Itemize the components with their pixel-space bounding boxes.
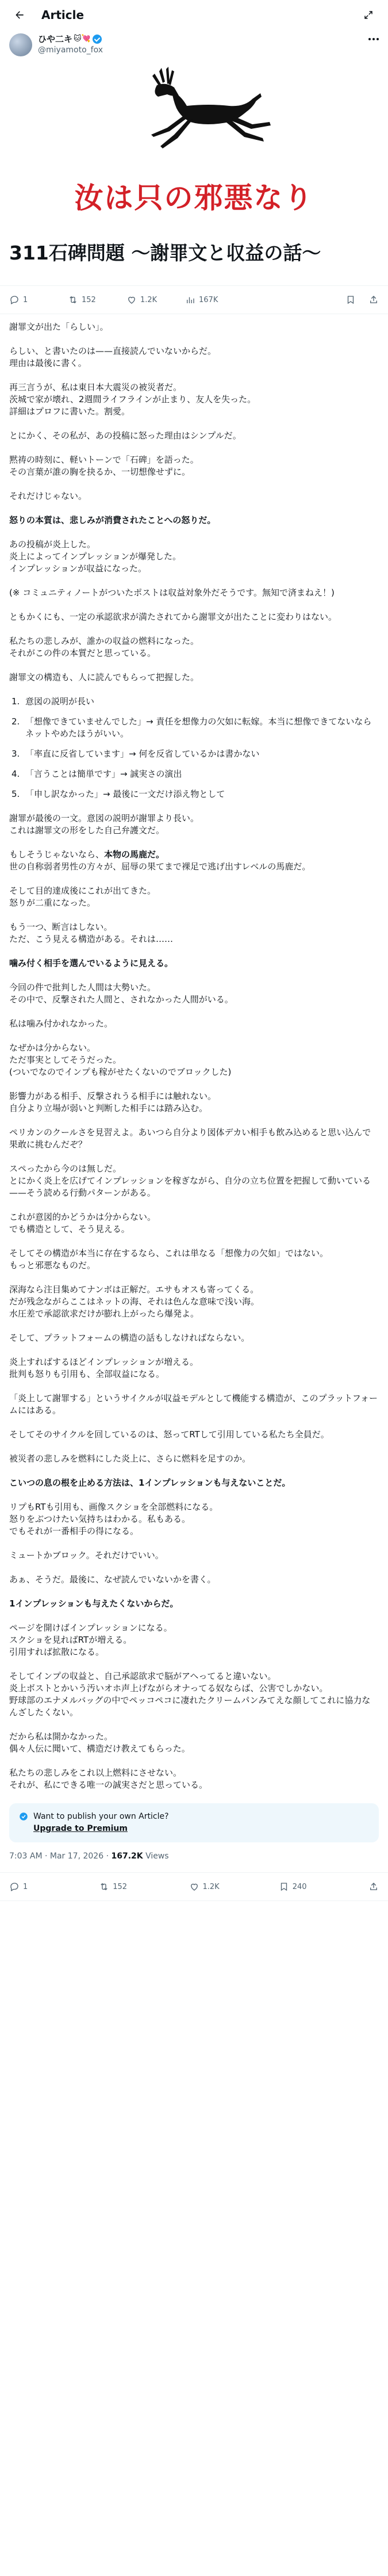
bookmark-icon <box>279 1882 289 1892</box>
heart-icon <box>189 1882 199 1892</box>
repost-button-bottom[interactable] <box>99 1882 189 1892</box>
paragraph: そして、プラットフォームの構造の話もしなければならない。 <box>9 1333 250 1343</box>
post-views-label: Views <box>145 1852 169 1861</box>
upgrade-premium-link[interactable]: Upgrade to Premium <box>33 1824 128 1833</box>
heart-icon <box>126 295 137 305</box>
list-item <box>9 696 379 708</box>
paragraph: 深海なら注目集めてナンボは正解だ。エサもオスも寄ってくる。 だが残念ながらここはネットの海、それは色んな意味で浅い海。 水圧差で承認欲求だけが膨れ上がったら爆発よ。 <box>9 1284 260 1319</box>
bookmark-count-bottom: 240 <box>292 1882 307 1891</box>
paragraph: そしてインプの収益と、自己承認欲求で脳がアヘってると違いない。 炎上ボストとかいう汚いオホ声上げながらオナってる奴ならば、公害でしかない。 野球部のエナメルバッグの中でペッコペコに凄れたクリームパンみてえな顔してこれに協力なんざしたくない。 <box>9 1671 371 1718</box>
paragraph: 謝罪が最後の一文。意図の説明が謝罪より長い。 これは謝罪文の形をした自己弁護文だ。 <box>9 813 199 835</box>
repost-icon <box>99 1882 109 1892</box>
paragraph: これが意図的かどうかは分からない。 でも構造として、そう見える。 <box>9 1212 156 1234</box>
paragraph: もしそうじゃないなら、本物の馬鹿だ。 世の自称弱者男性の方々が、屈辱の果てまで裸足で逃げ出すレベルの馬鹿だ。 <box>9 849 311 872</box>
share-icon[interactable] <box>368 295 379 305</box>
list-item <box>9 788 379 800</box>
list-item-text: 「率直に反省しています」→ 何を反省しているかは書かない <box>25 749 260 759</box>
paragraph: 被災者の悲しみを燃料にした炎上に、さらに燃料を足すのか。 <box>9 1453 251 1464</box>
action-bar-bottom <box>0 1872 388 1901</box>
list-item-text: 「申し訳なかった」→ 最後に一文だけ添え物として <box>25 789 225 799</box>
list-item-text: 意図の説明が長い <box>25 696 95 707</box>
hero-image <box>0 62 388 229</box>
premium-prompt: Want to publish your own Article? <box>33 1812 169 1821</box>
avatar[interactable] <box>9 33 32 56</box>
premium-upsell <box>9 1803 379 1842</box>
paragraph: そして目的達成後にこれが出てきた。 怒りが二重になった。 <box>9 886 156 908</box>
verified-badge-icon <box>93 35 102 44</box>
repost-icon <box>68 295 78 305</box>
paragraph: 噛み付く相手を選んでいるように見える。 <box>9 958 174 968</box>
share-icon[interactable] <box>368 1882 379 1892</box>
post-timestamp[interactable]: 7:03 AM · Mar 17, 2026 <box>9 1852 104 1861</box>
paragraph: 1インプレッションも与えたくないからだ。 <box>9 1598 179 1609</box>
reply-icon <box>9 1882 20 1892</box>
paragraph: あぁ、そうだ。最後に、なぜ読んでいないかを書く。 <box>9 1574 216 1585</box>
reply-icon <box>9 295 20 305</box>
paragraph: こいつの息の根を止める方法は、1インプレッションも与えないことだ。 <box>9 1478 291 1488</box>
paragraph: もう一つ、断言はしない。 ただ、こう見える構造がある。それは…… <box>9 922 174 944</box>
paragraph: 怒りの本質は、悲しみが消費されたことへの怒りだ。 <box>9 515 216 525</box>
like-count-bottom: 1.2K <box>202 1882 220 1891</box>
paragraph: ともかくにも、一定の承認欲求が満たされてから謝罪文が出たことに変わりはない。 <box>9 612 337 622</box>
author-handle[interactable]: @miyamoto_fox <box>38 45 103 55</box>
paragraph: なぜかは分からない。 ただ事実としてそうだった。 (ついでなのでインプも稼がせたくないのでブロックした) <box>9 1043 232 1077</box>
like-count: 1.2K <box>140 295 157 304</box>
paragraph: そしてそのサイクルを回しているのは、怒ってRTして引用している私たち全員だ。 <box>9 1429 329 1440</box>
views-button[interactable] <box>185 295 244 305</box>
like-button-bottom[interactable] <box>189 1882 279 1892</box>
like-button[interactable] <box>126 295 185 305</box>
paragraph: 私は噛み付かれなかった。 <box>9 1018 113 1029</box>
paragraph: 私たちの悲しみをこれ以上燃料にさせない。 それが、私にできる唯一の誠実さだと思っている。 <box>9 1768 208 1790</box>
paragraph: だから私は開かなかった。 偶々人伝に聞いて、構造だけ教えてもらった。 <box>9 1731 190 1754</box>
repost-count: 152 <box>82 295 96 304</box>
list-item <box>9 768 379 780</box>
repost-count-bottom: 152 <box>113 1882 128 1891</box>
author-name[interactable]: ひや二キ <box>38 34 73 44</box>
article-body <box>0 314 388 1791</box>
list-item-number: 1. <box>11 696 20 707</box>
paragraph: リプもRTも引用も、画像スクショを全部燃料になる。 怒りをぶつけたい気持ちはわかる。私もある。 でもそれが一番相手の得になる。 <box>9 1502 218 1536</box>
bookmark-icon[interactable] <box>345 295 356 305</box>
paragraph: そしてその構造が本当に存在するなら、これは単なる「想像力の欠如」ではない。 もっと邪悪なものだ。 <box>9 1248 329 1270</box>
paragraph: 影響力がある相手、反撃されうる相手には触れない。 自分より立場が弱いと判断した相手には踏み込む。 <box>9 1091 217 1113</box>
action-bar-top <box>0 285 388 314</box>
more-options-icon[interactable] <box>358 33 379 45</box>
reply-count: 1 <box>23 295 28 304</box>
premium-badge-icon <box>18 1811 29 1822</box>
list-item-text: 「言うことは簡単です」→ 誠実さの演出 <box>25 769 182 779</box>
list-item-text: 「想像できていませんでした」→ 責任を想像力の欠如に転嫁。本当に想像できてないならネットやめたほうがいい。 <box>25 716 372 739</box>
reply-button-bottom[interactable] <box>9 1882 99 1892</box>
post-views-count: 167.2K <box>111 1852 143 1861</box>
post-meta: 7:03 AM · Mar 17, 2026 · 167.2K Views <box>9 1852 169 1861</box>
paragraph: 私たちの悲しみが、誰かの収益の燃料になった。 それがこの件の本質だと思っている。 <box>9 636 199 658</box>
list-item <box>9 716 379 740</box>
author-row <box>0 30 388 62</box>
emphasis-text: 本物の馬鹿だ。 <box>104 849 165 860</box>
paragraph: ペリカンのクールさを見習えよ。あいつら自分より図体デカい相手も飲み込めると思い込んで果敢に挑むんだぞ？ <box>9 1127 371 1150</box>
page-title: Article <box>41 8 84 22</box>
reply-count-bottom: 1 <box>23 1882 28 1891</box>
numbered-list <box>9 696 379 800</box>
paragraph: 謝罪文の構造も、人に読んでもらって把握した。 <box>9 672 199 682</box>
list-item-number: 2. <box>11 716 20 727</box>
article-title: 311石碑問題 〜謝罪文と収益の話〜 <box>9 242 321 264</box>
paragraph: それだけじゃない。 <box>9 491 87 501</box>
leaping-deer-silhouette <box>117 62 272 177</box>
paragraph: とにかく、その私が、あの投稿に怒った理由はシンプルだ。 <box>9 430 241 441</box>
paragraph: 炎上すればするほどインプレッションが増える。 批判も怒りも引用も、全部収益になる。 <box>9 1357 198 1379</box>
paragraph: (※ コミュニティノートがついたポストは収益対象外だそうです。無知で済まねえ！) <box>9 587 335 598</box>
paragraph: スペったから今のは無しだ。 とにかく炎上を広げてインプレッションを稼ぎながら、自分の立ち位置を把握して動いている——そう読める行動パターンがある。 <box>9 1163 371 1198</box>
paragraph: らしい、と書いたのは——直接読んでいないからだ。 理由は最後に書く。 <box>9 346 217 368</box>
list-item <box>9 748 379 760</box>
author-name-emoji: 🐱💘 <box>74 35 91 43</box>
paragraph: 「炎上して謝罪する」というサイクルが収益モデルとして機能する構造が、このプラットフォームにはある。 <box>9 1393 378 1415</box>
paragraph: 黙祷の時刻に、軽いトーンで「石碑」を語った。 その言葉が誰の胸を抉るか、一切想像せずに。 <box>9 455 199 477</box>
paragraph: 今回の件で批判した人間は大勢いた。 その中で、反撃された人間と、されなかった人間がいる。 <box>9 982 233 1005</box>
list-item-number: 5. <box>11 789 20 799</box>
paragraph: 謝罪文が出た「らしい」。 <box>9 322 109 332</box>
reply-button[interactable] <box>9 295 68 305</box>
hero-caption: 汝は只の邪悪なり <box>74 181 314 215</box>
paragraph: 再三言うが、私は東日本大震災の被災者だ。 茨城で家が壊れ、2週間ライフラインが止まり、友人を失った。 詳細はプロフに書いた。割愛。 <box>9 382 256 417</box>
views-count: 167K <box>199 295 218 304</box>
top-bar <box>0 0 388 30</box>
bookmark-button-bottom[interactable] <box>279 1882 368 1892</box>
paragraph: あの投稿が炎上した。 炎上によってインプレッションが爆発した。 インプレッションが収益になった。 <box>9 539 181 574</box>
views-chart-icon <box>185 295 195 305</box>
list-item-number: 3. <box>11 749 20 759</box>
list-item-number: 4. <box>11 769 20 779</box>
paragraph-group-1 <box>9 321 379 684</box>
repost-button[interactable] <box>68 295 126 305</box>
back-arrow-icon[interactable] <box>9 5 30 25</box>
paragraph: ページを開けばインプレッションになる。 スクショを見ればRTが増える。 引用すれば拡散になる。 <box>9 1623 172 1657</box>
paragraph: ミュートかブロック。それだけでいい。 <box>9 1550 164 1560</box>
paragraph-group-2 <box>9 812 379 1791</box>
expand-icon[interactable] <box>358 5 379 25</box>
